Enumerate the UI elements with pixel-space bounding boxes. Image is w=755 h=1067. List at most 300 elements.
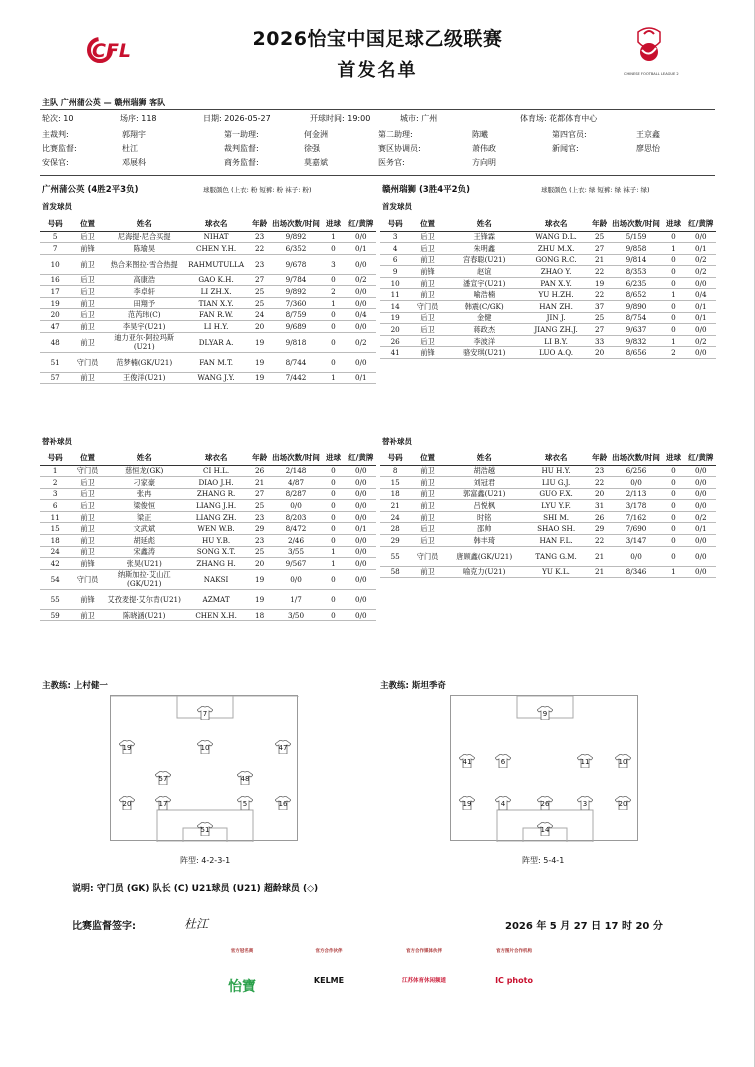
- table-cell: LIANG ZH.: [184, 511, 249, 523]
- column-header: 姓名: [445, 451, 524, 465]
- table-cell: 纳斯加拉·艾山江(GK/U21): [105, 569, 184, 589]
- table-cell: 19: [40, 297, 70, 309]
- table-cell: 田翔予: [105, 297, 184, 309]
- table-cell: 0/0: [686, 546, 716, 566]
- table-cell: 57: [40, 372, 70, 384]
- match-number: 场序: 118: [120, 114, 157, 123]
- table-cell: 8/759: [271, 309, 322, 321]
- jersey-number: 10: [200, 744, 210, 752]
- official-name: 郭翔宇: [122, 130, 146, 139]
- table-cell: 0: [321, 352, 345, 372]
- table-cell: 8/656: [611, 347, 662, 359]
- table-row: [40, 589, 376, 609]
- table-cell: 27: [248, 488, 270, 500]
- official-role: 安保官:: [42, 158, 69, 167]
- column-header: 姓名: [105, 217, 184, 231]
- table-cell: 高康浩: [105, 274, 184, 286]
- table-cell: 0: [321, 589, 345, 609]
- player-jersey: [495, 796, 511, 810]
- sponsor-category: 官方合作媒体伙伴: [406, 949, 442, 954]
- divider: [40, 175, 715, 176]
- table-row: [380, 500, 716, 512]
- table-cell: 0/2: [686, 335, 716, 347]
- table-cell: 1: [661, 566, 685, 578]
- table-cell: 48: [40, 332, 70, 352]
- table-cell: 6/352: [271, 243, 322, 255]
- table-cell: 17: [40, 286, 70, 298]
- table-cell: 前卫: [410, 465, 444, 477]
- table-row: [40, 321, 376, 333]
- table-cell: 1: [321, 558, 345, 570]
- table-cell: 23: [248, 231, 270, 243]
- table-cell: LI ZH.X.: [184, 286, 249, 298]
- table-cell: 0: [661, 465, 685, 477]
- column-header: 位置: [410, 217, 444, 231]
- table-row: [40, 286, 376, 298]
- table-cell: 0: [321, 477, 345, 489]
- table-cell: 前卫: [70, 332, 104, 352]
- column-header: 号码: [380, 217, 410, 231]
- table-cell: 王俊洋(U21): [105, 372, 184, 384]
- column-header: 进球: [661, 217, 685, 231]
- table-cell: 26: [588, 511, 610, 523]
- table-cell: 23: [248, 535, 270, 547]
- table-cell: 0: [661, 546, 685, 566]
- player-jersey: [155, 796, 171, 810]
- table-cell: 51: [40, 352, 70, 372]
- table-cell: 9: [380, 266, 410, 278]
- table-row: [40, 500, 376, 512]
- table-row: [40, 488, 376, 500]
- table-cell: 0/0: [611, 477, 662, 489]
- jersey-number: 14: [540, 826, 550, 834]
- table-cell: 0: [321, 523, 345, 535]
- table-cell: 0/0: [346, 286, 376, 298]
- official-name: 邓展科: [122, 158, 146, 167]
- table-cell: 28: [380, 523, 410, 535]
- table-cell: 25: [248, 546, 270, 558]
- table-cell: FAN M.T.: [184, 352, 249, 372]
- table-cell: 吕悦枫: [445, 500, 524, 512]
- officials-grid: [42, 129, 722, 171]
- table-cell: 6/235: [611, 277, 662, 289]
- table-cell: 33: [588, 335, 610, 347]
- column-header: 出场次数/时间: [271, 217, 322, 231]
- table-cell: 23: [248, 254, 270, 274]
- table-cell: 19: [380, 312, 410, 324]
- table-cell: 0: [661, 523, 685, 535]
- table-cell: 守门员: [70, 465, 104, 477]
- table-cell: GUO F.X.: [524, 488, 589, 500]
- table-cell: LYU Y.F.: [524, 500, 589, 512]
- table-cell: 9/637: [611, 324, 662, 336]
- jersey-number: 51: [200, 826, 210, 834]
- table-cell: 8/754: [611, 312, 662, 324]
- table-cell: 0/0: [686, 231, 716, 243]
- jersey-number: 47: [278, 744, 288, 752]
- player-jersey: [577, 796, 593, 810]
- away-formation-label: 阵型: 5-4-1: [522, 856, 565, 865]
- table-cell: 0/0: [346, 254, 376, 274]
- table-cell: 0/0: [686, 535, 716, 547]
- table-cell: 21: [248, 477, 270, 489]
- column-header: 号码: [40, 217, 70, 231]
- table-row: [380, 335, 716, 347]
- table-cell: 0/0: [686, 488, 716, 500]
- table-cell: 2/113: [611, 488, 662, 500]
- table-cell: 喻克力(U21): [445, 566, 524, 578]
- table-cell: 0: [321, 332, 345, 352]
- home-kit-colors: 球服颜色 (上衣: 粉 短裤: 粉 袜子: 粉): [203, 186, 312, 194]
- table-cell: 20: [248, 321, 270, 333]
- table-cell: 0/1: [686, 312, 716, 324]
- player-jersey: [537, 706, 553, 720]
- player-jersey: [275, 796, 291, 810]
- table-cell: 1: [661, 335, 685, 347]
- table-cell: 后卫: [410, 535, 444, 547]
- table-cell: 后卫: [70, 500, 104, 512]
- table-cell: NAKSI: [184, 569, 249, 589]
- table-cell: JIN J.: [524, 312, 589, 324]
- table-cell: 后卫: [70, 309, 104, 321]
- table-cell: 23: [588, 465, 610, 477]
- table-cell: 9/784: [271, 274, 322, 286]
- table-cell: 21: [380, 500, 410, 512]
- table-cell: 守门员: [70, 352, 104, 372]
- table-cell: 0: [661, 535, 685, 547]
- column-header: 姓名: [445, 217, 524, 231]
- table-cell: 刁家豪: [105, 477, 184, 489]
- column-header: 年龄: [588, 451, 610, 465]
- round: 轮次: 10: [42, 114, 74, 123]
- table-cell: 18: [40, 535, 70, 547]
- table-cell: 58: [380, 566, 410, 578]
- table-cell: 5: [40, 231, 70, 243]
- table-cell: 梁正: [105, 511, 184, 523]
- table-cell: 0: [661, 488, 685, 500]
- home-team-name: 广州蒲公英 (4胜2平3负): [42, 185, 139, 195]
- table-cell: 6: [40, 500, 70, 512]
- table-cell: 0: [321, 535, 345, 547]
- table-row: [40, 352, 376, 372]
- table-cell: 0/0: [346, 465, 376, 477]
- table-cell: 0/0: [686, 277, 716, 289]
- table-cell: 19: [588, 277, 610, 289]
- table-cell: 前卫: [410, 277, 444, 289]
- table-cell: 后卫: [410, 231, 444, 243]
- table-cell: 0/0: [346, 546, 376, 558]
- official-name: 陈曦: [472, 130, 488, 139]
- table-cell: 11: [40, 511, 70, 523]
- table-cell: 艾孜麦提·艾尔肯(U21): [105, 589, 184, 609]
- table-cell: 陈晓涵(U21): [105, 609, 184, 621]
- table-cell: 0: [661, 477, 685, 489]
- table-cell: 19: [248, 332, 270, 352]
- table-cell: 8/652: [611, 289, 662, 301]
- table-cell: 0/2: [686, 266, 716, 278]
- match-date: 日期: 2026-05-27: [203, 114, 271, 123]
- table-cell: 胡延彪: [105, 535, 184, 547]
- table-cell: 2: [40, 477, 70, 489]
- column-header: 球衣名: [524, 217, 589, 231]
- table-cell: 25: [588, 312, 610, 324]
- table-cell: 0: [321, 243, 345, 255]
- table-cell: 文武斌: [105, 523, 184, 535]
- table-cell: CHEN Y.H.: [184, 243, 249, 255]
- table-cell: 8: [380, 465, 410, 477]
- table-row: [380, 566, 716, 578]
- table-row: [40, 372, 376, 384]
- table-cell: 20: [588, 488, 610, 500]
- table-cell: WANG D.L.: [524, 231, 589, 243]
- table-cell: 胡浩越: [445, 465, 524, 477]
- table-cell: 前卫: [410, 477, 444, 489]
- table-cell: 59: [40, 609, 70, 621]
- table-cell: 21: [588, 546, 610, 566]
- column-header: 进球: [321, 451, 345, 465]
- jersey-number: 19: [122, 744, 132, 752]
- table-cell: 0: [661, 312, 685, 324]
- table-cell: 0/1: [686, 243, 716, 255]
- away-team-name: 赣州瑞狮 (3胜4平2负): [382, 185, 470, 195]
- legend-note: 说明: 守门员 (GK) 队长 (C) U21球员 (U21) 超龄球员 (◇): [72, 884, 319, 894]
- table-row: [40, 546, 376, 558]
- official-role: 主裁判:: [42, 130, 69, 139]
- table-cell: SHI M.: [524, 511, 589, 523]
- table-cell: 8/353: [611, 266, 662, 278]
- table-cell: 后卫: [410, 335, 444, 347]
- jersey-number: 9: [542, 710, 548, 718]
- jersey-number: 10: [618, 758, 628, 766]
- table-row: [40, 274, 376, 286]
- table-cell: 15: [40, 523, 70, 535]
- player-jersey: [495, 754, 511, 768]
- jersey-number: 5: [242, 800, 248, 808]
- table-cell: 李昊宇(U21): [105, 321, 184, 333]
- table-cell: 韩丰琦: [445, 535, 524, 547]
- table-cell: 16: [40, 274, 70, 286]
- table-cell: 26: [248, 465, 270, 477]
- table-cell: 0/0: [346, 488, 376, 500]
- table-row: [40, 477, 376, 489]
- table-cell: RAHMUTULLA: [184, 254, 249, 274]
- table-cell: LI B.Y.: [524, 335, 589, 347]
- table-cell: 10: [380, 277, 410, 289]
- table-cell: 热合来图拉·雪合热提: [105, 254, 184, 274]
- table-cell: 3/55: [271, 546, 322, 558]
- table-cell: 蒋政杰: [445, 324, 524, 336]
- column-header: 位置: [410, 451, 444, 465]
- jersey-number: 26: [540, 800, 550, 808]
- away-subs-label: 替补球员: [382, 437, 412, 446]
- table-cell: 8/472: [271, 523, 322, 535]
- table-cell: ZHAO Y.: [524, 266, 589, 278]
- table-row: [40, 309, 376, 321]
- table-cell: TIAN X.Y.: [184, 297, 249, 309]
- table-cell: 19: [248, 569, 270, 589]
- table-cell: 0: [661, 500, 685, 512]
- home-subs-table: [40, 451, 376, 621]
- table-cell: 0/0: [346, 352, 376, 372]
- column-header: 球衣名: [184, 451, 249, 465]
- jersey-number: 48: [240, 775, 250, 783]
- table-cell: 9/678: [271, 254, 322, 274]
- table-cell: 0/0: [346, 558, 376, 570]
- player-jersey: [237, 796, 253, 810]
- table-cell: 55: [380, 546, 410, 566]
- table-row: [40, 558, 376, 570]
- away-subs-table: [380, 451, 716, 578]
- table-cell: 0: [661, 324, 685, 336]
- table-cell: WANG J.Y.: [184, 372, 249, 384]
- table-cell: 7/690: [611, 523, 662, 535]
- table-row: [40, 569, 376, 589]
- player-jersey: [537, 822, 553, 836]
- divider: [40, 109, 715, 110]
- league-two-logo: CHINESE FOOTBALL LEAGUE 2: [624, 24, 674, 76]
- table-row: [380, 324, 716, 336]
- table-cell: TANG G.M.: [524, 546, 589, 566]
- table-cell: 1: [40, 465, 70, 477]
- table-cell: 20: [40, 309, 70, 321]
- table-cell: 朱明鑫: [445, 243, 524, 255]
- venue: 体育场: 花都体育中心: [520, 114, 598, 123]
- table-cell: 1: [321, 546, 345, 558]
- table-cell: 前卫: [410, 511, 444, 523]
- table-cell: GONG R.C.: [524, 254, 589, 266]
- table-cell: 后卫: [70, 488, 104, 500]
- column-header: 号码: [40, 451, 70, 465]
- table-cell: 10: [40, 254, 70, 274]
- table-cell: 0/4: [346, 309, 376, 321]
- table-cell: 7: [40, 243, 70, 255]
- city: 城市: 广州: [400, 114, 438, 123]
- official-role: 赛区协调员:: [378, 144, 421, 153]
- table-cell: 0/0: [346, 321, 376, 333]
- column-header: 位置: [70, 217, 104, 231]
- table-cell: 前锋: [410, 347, 444, 359]
- home-formation-pitch: [110, 695, 298, 841]
- official-role: 比赛监督:: [42, 144, 77, 153]
- home-subs-label: 替补球员: [42, 437, 72, 446]
- player-jersey: [577, 754, 593, 768]
- official-role: 医务官:: [378, 158, 405, 167]
- table-cell: 0/1: [346, 523, 376, 535]
- table-cell: 1: [661, 289, 685, 301]
- teams-label: 主队 广州蒲公英 — 赣州瑞狮 客队: [42, 98, 166, 107]
- column-header: 出场次数/时间: [611, 451, 662, 465]
- table-cell: 27: [248, 274, 270, 286]
- table-cell: 0/0: [686, 477, 716, 489]
- table-cell: 陈瑜昊: [105, 243, 184, 255]
- player-jersey: [119, 796, 135, 810]
- official-name: 莫嘉斌: [304, 158, 328, 167]
- table-cell: 22: [588, 266, 610, 278]
- table-cell: 3: [321, 254, 345, 274]
- table-row: [380, 488, 716, 500]
- home-formation-label: 阵型: 4-2-3-1: [180, 856, 231, 865]
- official-role: 第二助理:: [378, 130, 413, 139]
- table-cell: 20: [248, 558, 270, 570]
- table-cell: 0: [661, 266, 685, 278]
- table-cell: 后卫: [70, 286, 104, 298]
- table-cell: NIHAT: [184, 231, 249, 243]
- table-cell: AZMAT: [184, 589, 249, 609]
- table-cell: 前卫: [70, 372, 104, 384]
- table-cell: 22: [588, 477, 610, 489]
- sponsor-category: 官方图片合作机构: [496, 949, 532, 954]
- player-jersey: [155, 771, 171, 785]
- sponsor-logo: 怡寶: [228, 979, 256, 995]
- table-row: [380, 546, 716, 566]
- page-subtitle: 首发名单: [337, 60, 418, 81]
- official-role: 商务监督:: [224, 158, 259, 167]
- table-cell: 2: [661, 347, 685, 359]
- table-cell: 迪力亚尔·阿拉玛斯(U21): [105, 332, 184, 352]
- table-cell: 42: [40, 558, 70, 570]
- table-cell: 后卫: [410, 243, 444, 255]
- table-cell: 1/7: [271, 589, 322, 609]
- official-name: 廖思怡: [636, 144, 660, 153]
- page-title: 2026怡宝中国足球乙级联赛: [252, 28, 503, 50]
- player-jersey: [459, 796, 475, 810]
- table-row: [40, 523, 376, 535]
- table-cell: YU K.L.: [524, 566, 589, 578]
- column-header: 年龄: [248, 217, 270, 231]
- table-cell: DIAO J.H.: [184, 477, 249, 489]
- table-row: [40, 254, 376, 274]
- table-cell: 守门员: [410, 301, 444, 313]
- table-cell: 后卫: [70, 274, 104, 286]
- official-role: 新闻官:: [552, 144, 579, 153]
- table-cell: 0/0: [346, 500, 376, 512]
- column-header: 年龄: [248, 451, 270, 465]
- table-cell: 14: [380, 301, 410, 313]
- table-cell: 20: [588, 347, 610, 359]
- table-cell: PAN X.Y.: [524, 277, 589, 289]
- table-cell: 0: [661, 231, 685, 243]
- table-cell: 26: [380, 335, 410, 347]
- table-cell: 前卫: [410, 500, 444, 512]
- table-cell: 0/2: [686, 254, 716, 266]
- table-cell: 0/2: [686, 511, 716, 523]
- table-cell: SONG X.T.: [184, 546, 249, 558]
- table-cell: 0: [321, 321, 345, 333]
- home-coach: 主教练: 上村健一: [42, 681, 108, 691]
- table-cell: 1: [321, 231, 345, 243]
- table-cell: 范梦楠(GK/U21): [105, 352, 184, 372]
- table-cell: 守门员: [410, 546, 444, 566]
- table-cell: 4/87: [271, 477, 322, 489]
- table-cell: 时铭: [445, 511, 524, 523]
- player-jersey: [197, 706, 213, 720]
- table-cell: 22: [588, 289, 610, 301]
- table-cell: 慈恒龙(GK): [105, 465, 184, 477]
- table-cell: 金健: [445, 312, 524, 324]
- table-cell: 唐顾鑫(GK/U21): [445, 546, 524, 566]
- jersey-number: 19: [462, 800, 472, 808]
- table-cell: 前卫: [70, 511, 104, 523]
- jersey-number: 20: [618, 800, 628, 808]
- table-cell: 1: [321, 297, 345, 309]
- table-cell: 9/814: [611, 254, 662, 266]
- table-cell: 宋鑫涛: [105, 546, 184, 558]
- table-row: [380, 301, 716, 313]
- table-cell: 8/346: [611, 566, 662, 578]
- table-row: [40, 465, 376, 477]
- column-header: 红/黄牌: [686, 451, 716, 465]
- table-cell: 25: [248, 286, 270, 298]
